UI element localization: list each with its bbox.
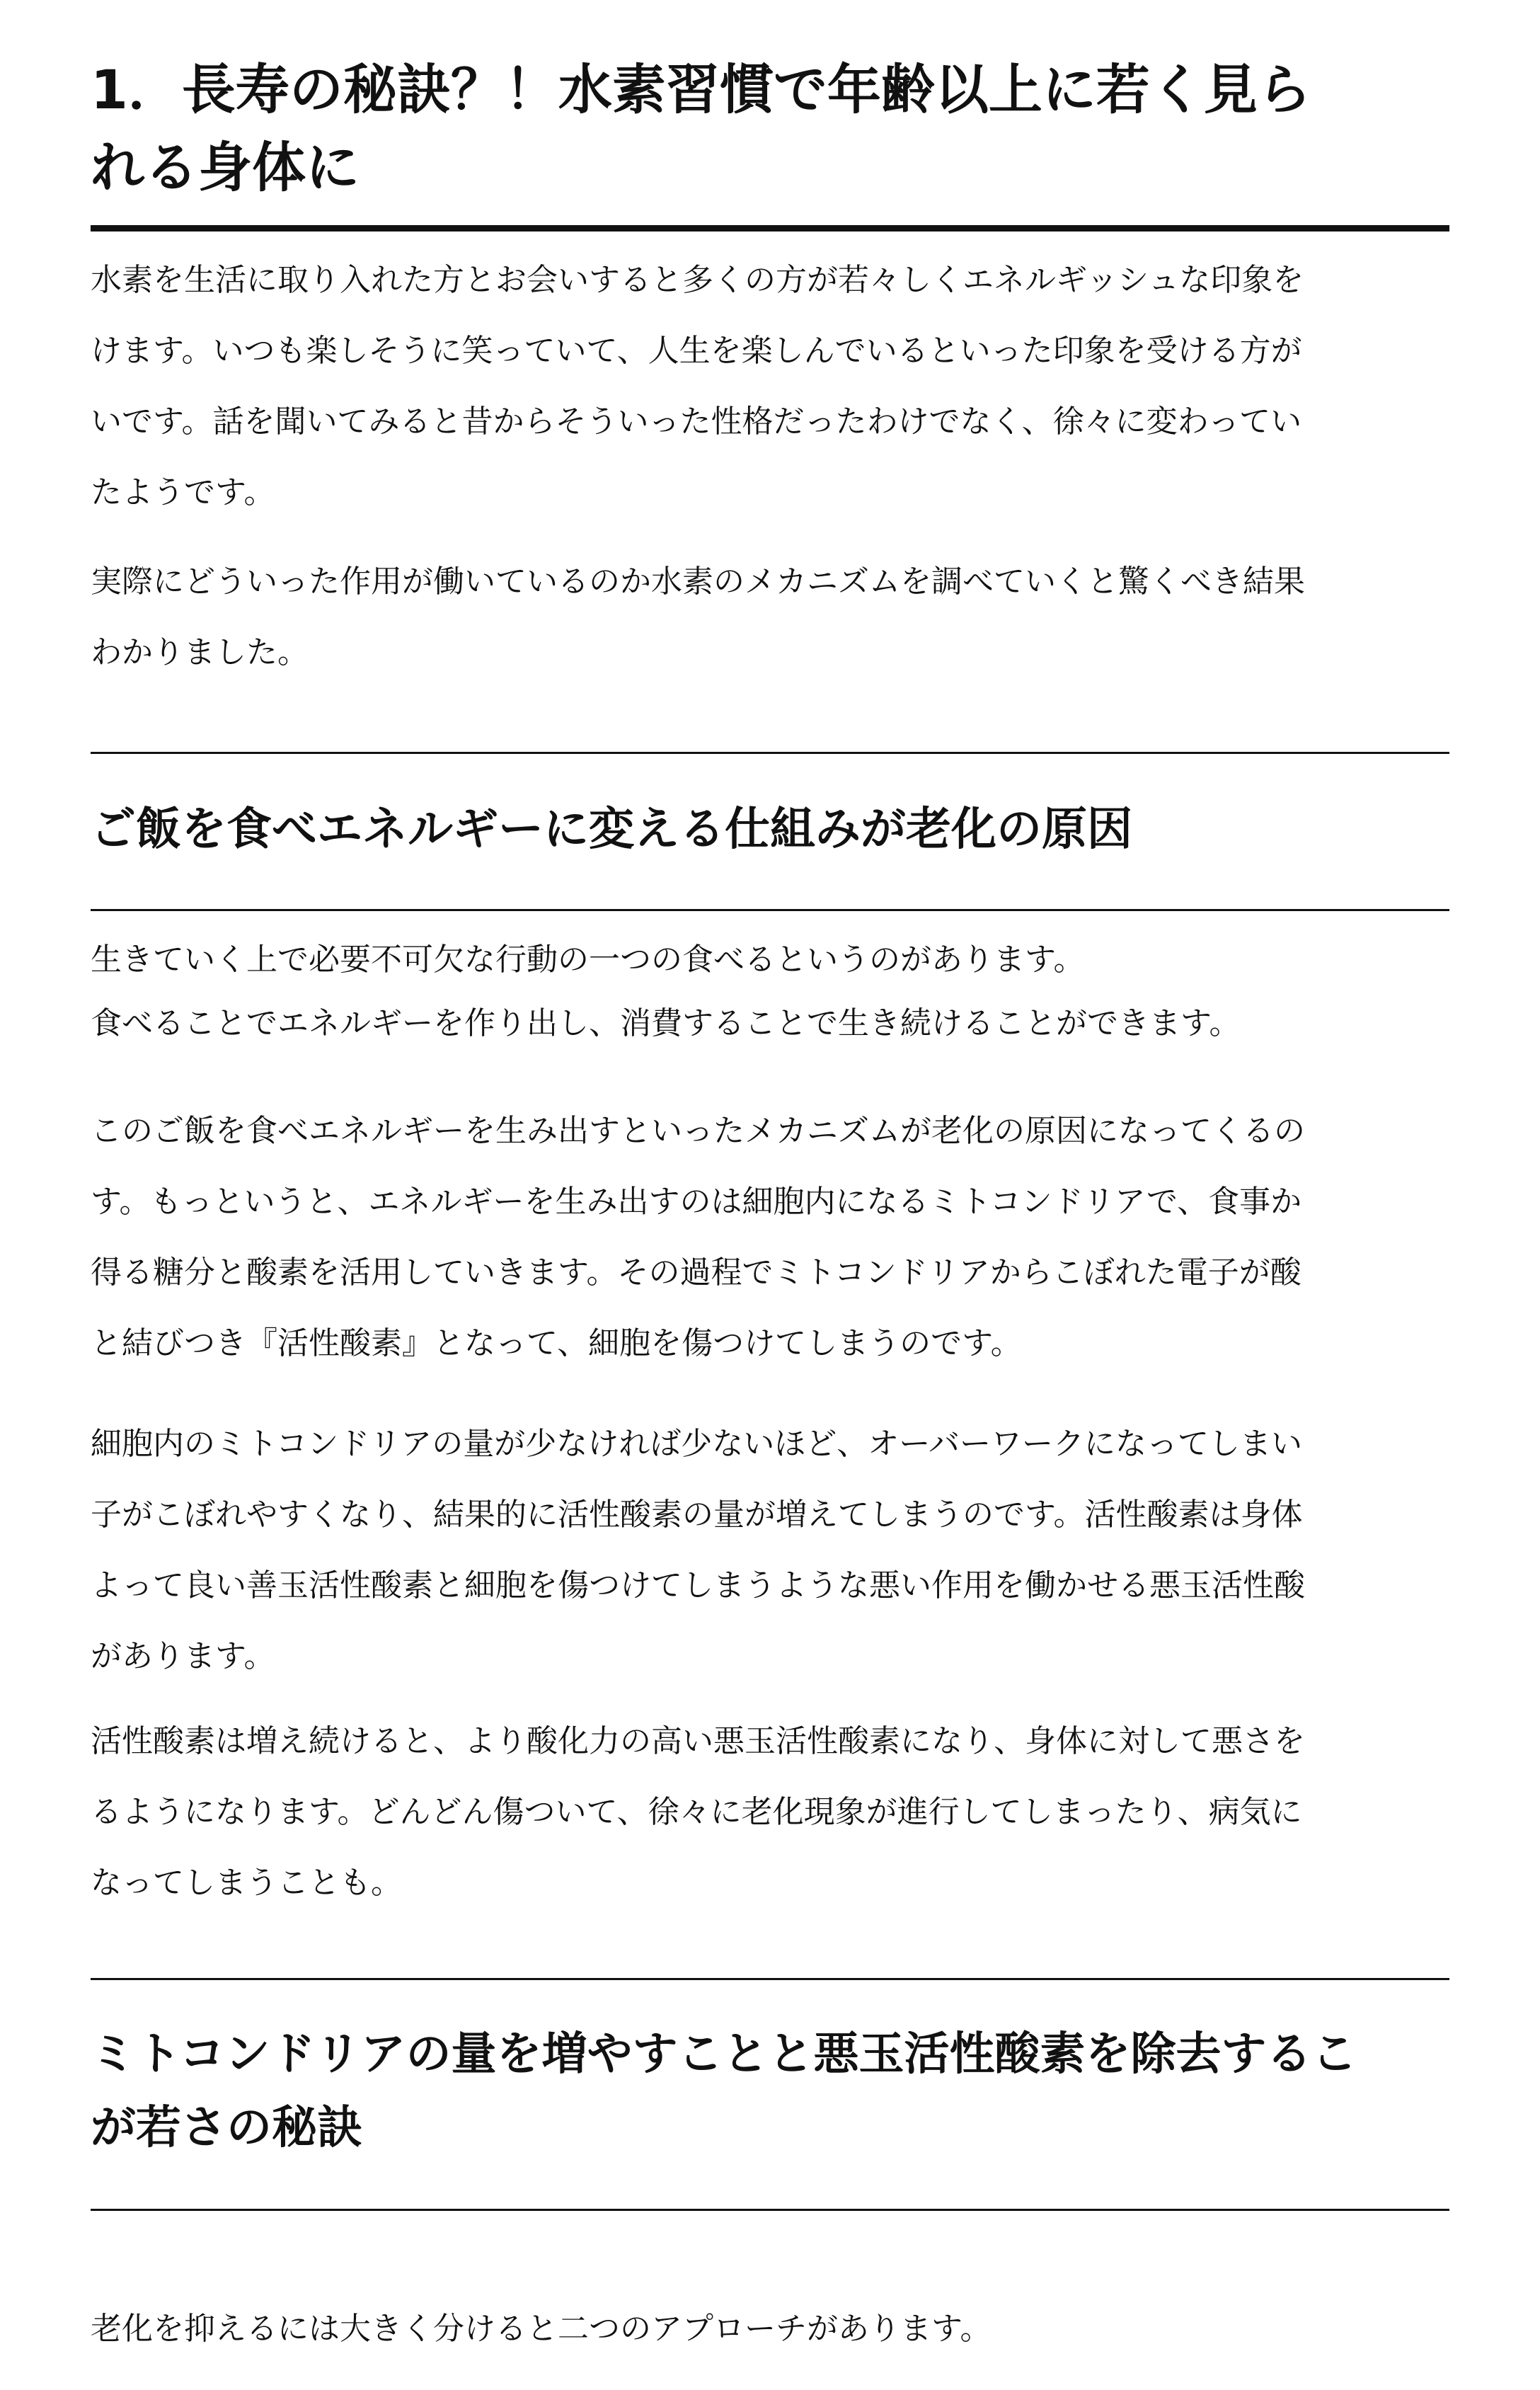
heading-line: ご飯を食べエネルギーに変える仕組みが老化の原因	[91, 804, 1132, 856]
body-paragraph	[91, 1409, 1449, 1692]
body-paragraph	[91, 988, 1449, 1059]
body-paragraph	[91, 1706, 1449, 1919]
text-line: 生きていく上で必要不可欠な行動の一つの食べるというのがあります。	[91, 942, 1085, 978]
body-paragraph	[91, 1096, 1449, 1379]
text-line: 細胞内のミトコンドリアの量が少なければ少ないほど、オーバーワークになってしまい	[91, 1426, 1303, 1462]
text-line: けます。いつも楽しそうに笑っていて、人生を楽しんでいるといった印象を受ける方が	[91, 333, 1302, 369]
text-line: なってしまうことも。	[91, 1865, 402, 1901]
text-line: このご飯を食べエネルギーを生み出すといったメカニズムが老化の原因になってくるの	[91, 1113, 1305, 1149]
intro-paragraph	[91, 547, 1449, 688]
heading-line: が若さの秘訣	[91, 2102, 362, 2154]
section-divider	[91, 2209, 1449, 2211]
text-line: 得る糖分と酸素を活用していきます。その過程でミトコンドリアからこぼれた電子が酸	[91, 1254, 1301, 1291]
page-title	[91, 51, 1449, 207]
text-line: 老化を抑えるには大きく分けると二つのアプローチがあります。	[91, 2311, 992, 2347]
body-paragraph	[91, 925, 1449, 995]
section-divider	[91, 752, 1449, 754]
title-underline	[91, 225, 1449, 231]
text-line: 子がこぼれやすくなり、結果的に活性酸素の量が増えてしまうのです。活性酸素は身体	[91, 1497, 1303, 1533]
text-line: 活性酸素は増え続けると、より酸化力の高い悪玉活性酸素になり、身体に対して悪さを	[91, 1723, 1305, 1759]
title-line: れる身体に	[91, 136, 360, 199]
text-line: るようになります。どんどん傷ついて、徐々に老化現象が進行してしまったり、病気に	[91, 1794, 1302, 1830]
text-line: す。もっというと、エネルギーを生み出すのは細胞内になるミトコンドリアで、食事か	[91, 1184, 1302, 1220]
body-paragraph	[91, 2294, 1449, 2365]
text-line: たようです。	[91, 474, 275, 510]
intro-paragraph	[91, 245, 1449, 528]
text-line: 食べることでエネルギーを作り出し、消費することで生き続けることができます。	[91, 1005, 1241, 1041]
section-divider	[91, 1978, 1449, 1980]
title-line: 1．長寿の秘訣？！水素習慣で年齢以上に若く見ら	[91, 58, 1311, 121]
text-line: よって良い善玉活性酸素と細胞を傷つけてしまうような悪い作用を働かせる悪玉活性酸	[91, 1567, 1305, 1603]
section-heading	[91, 2018, 1449, 2165]
section-heading	[91, 793, 1449, 867]
text-line: と結びつき『活性酸素』となって、細胞を傷つけてしまうのです。	[91, 1325, 1022, 1361]
text-line: 実際にどういった作用が働いているのか水素のメカニズムを調べていくと驚くべき結果	[91, 564, 1305, 600]
text-line: いです。話を聞いてみると昔からそういった性格だったわけでなく、徐々に変わってい	[91, 404, 1302, 440]
section-divider	[91, 909, 1449, 911]
heading-line: ミトコンドリアの量を増やすことと悪玉活性酸素を除去するこ	[91, 2028, 1357, 2081]
text-line: わかりました。	[91, 634, 309, 670]
text-line: があります。	[91, 1638, 275, 1674]
text-line: 水素を生活に取り入れた方とお会いすると多くの方が若々しくエネルギッシュな印象を	[91, 262, 1304, 298]
